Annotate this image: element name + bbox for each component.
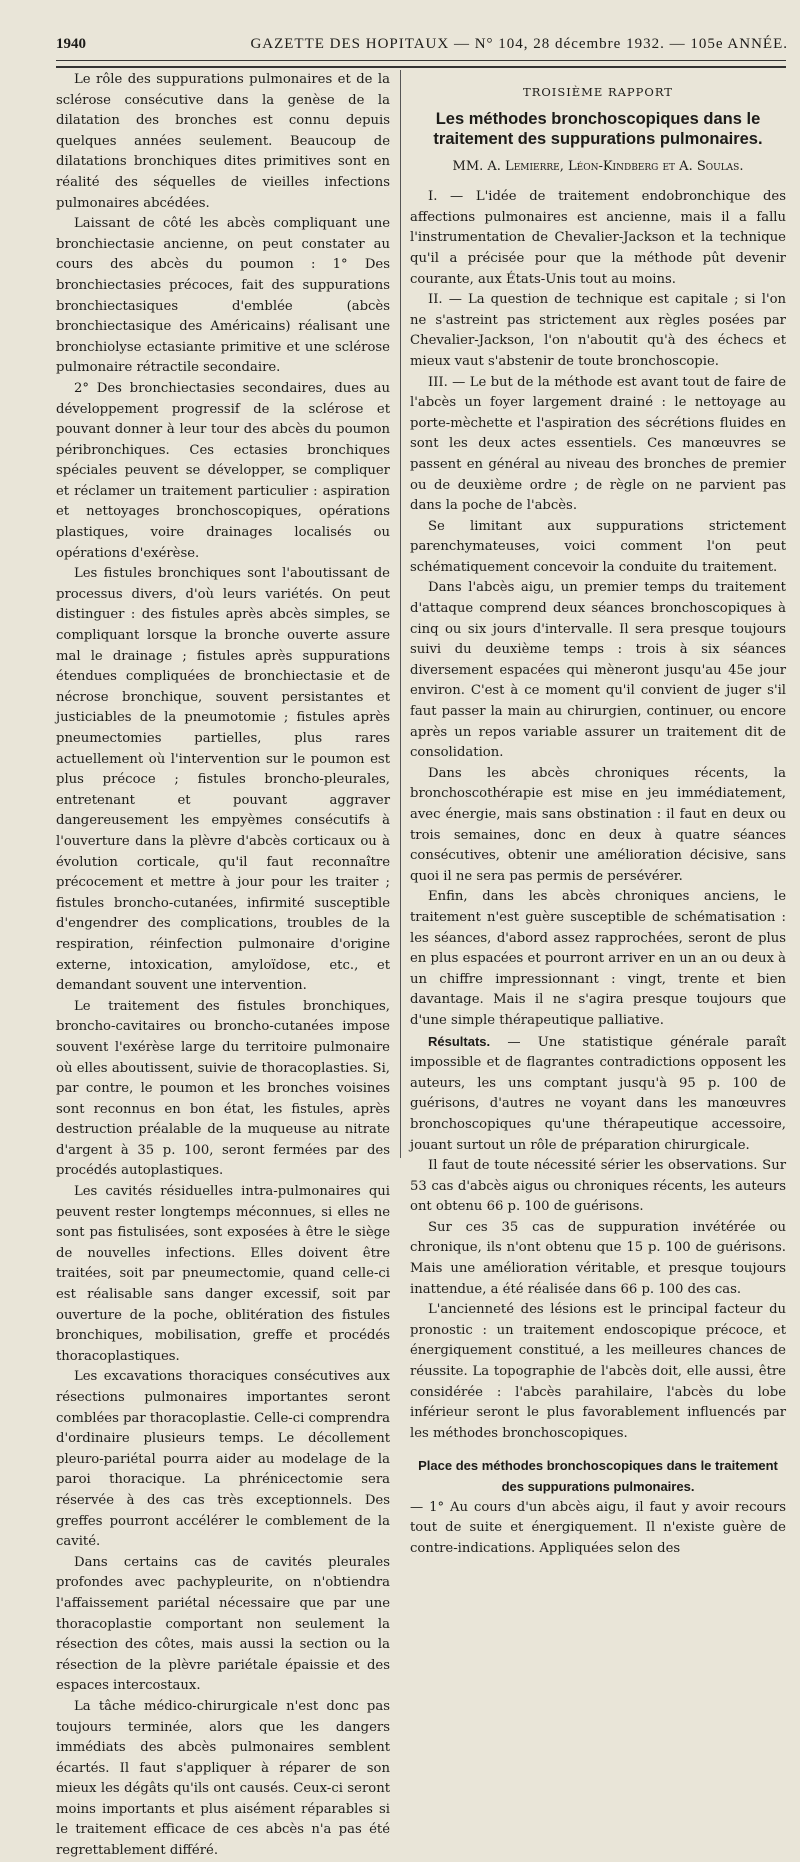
section-label: TROISIÈME RAPPORT <box>523 85 673 99</box>
paragraph: Le traitement des fistules bronchiques, broncho-cavitaires ou broncho-cutanées impose souvent l'exérèse large du territoire pulmonaire où elles aboutissent, suivie de thoracoplasties. Si, par contre, le poumon et les bronches voisines sont reconnus en bon état, les fistules, après destruction préalable de la muqueuse au nitrate d'argent à 35 p. 100, seront fermées par des procédés autoplastiques. <box>56 998 390 1179</box>
results-paragraph <box>410 1032 786 1157</box>
page-header <box>56 36 788 62</box>
results-heading: Résultats. <box>428 1033 491 1049</box>
header-rule <box>56 60 786 61</box>
paragraph: Enfin, dans les abcès chroniques anciens, le traitement n'est guère susceptible de schématisation : les séances, d'abord assez rapprochées, seront de plus en plus espacées et pourront arriver en un an ou deux à un chiffre impressionnant : vingt, trente et bien davantage. Mais il ne s'agira presque toujours que d'une simple thérapeutique palliative. <box>410 889 786 1028</box>
paragraph: Il faut de toute nécessité sérier les observations. Sur 53 cas d'abcès aigus ou chroniques récents, les auteurs ont obtenu 66 p. 100 de guérisons. <box>410 1158 786 1215</box>
paragraph: Dans l'abcès aigu, un premier temps du traitement d'attaque comprend deux séances bronchoscopiques à cinq ou six jours d'intervalle. Il sera presque toujours suivi du deuxième temps : trois à six séances diversement espacées qui mèneront jusqu'au 45e jour environ. C'est à ce moment qu'il convient de juger s'il faut passer la main au chirurgien, continuer, ou encore après un repos variable assurer un traitement dit de consolidation. <box>410 580 786 761</box>
paragraph: Les excavations thoraciques consécutives aux résections pulmonaires importantes seront comblées par thoracoplastie. Celle-ci comprendra d'ordinaire plusieurs temps. Le décollement pleuro-pariétal pourra aider au modelage de la paroi thoracique. La phrénicectomie sera réservée à des cas très exceptionnels. Des greffes pourront accélérer le comblement de la cavité. <box>56 1369 390 1550</box>
paragraph: Sur ces 35 cas de suppuration invétérée ou chronique, ils n'ont obtenu que 15 p. 100 de guérisons. Mais une amélioration véritable, et presque toujours inattendue, a été réalisée dans 66 p. 100 des cas. <box>410 1219 786 1297</box>
paragraph: Dans les abcès chroniques récents, la bronchoscothérapie est mise en jeu immédiatement, avec énergie, mais sans obstination : il faut en deux ou trois semaines, donc en deux à quatre séances consécutives, obtenir une amélioration décisive, sans quoi il ne sera pas permis de persévérer. <box>410 765 786 884</box>
header-rule-thick <box>56 66 786 68</box>
paragraph: I. — L'idée de traitement endobronchique des affections pulmonaires est ancienne, mais il a fallu l'instrumentation de Chevalier-Jackson et la technique qu'il a précisée pour que la méthode pût devenir courante, aux États-Unis tout au moins. <box>410 189 786 287</box>
paragraph: 2° Des bronchiectasies secondaires, dues au développement progressif de la sclérose et pouvant donner à leur tour des abcès du poumon péribronchiques. Ces ectasies bronchiques spéciales peuvent se développer, se compliquer et réclamer un traitement particulier : aspiration et nettoyages bronchoscopiques, opérations plastiques, voire drainages localisés ou opérations d'exérèse. <box>56 380 390 561</box>
paragraph: Laissant de côté les abcès compliquant une bronchiectasie ancienne, on peut constater au cours des abcès du poumon : 1° Des bronchiectasies précoces, fait des suppurations bronchiectasiques d'emblée (abcès bronchiectasique des Américains) réalisant une bronchiolyse ectasiante primitive et une sclérose pulmonaire rétractile secondaire. <box>56 216 390 376</box>
paragraph: — 1° Au cours d'un abcès aigu, il faut y avoir recours tout de suite et énergiquement. Il n'existe guère de contre-indications. Appliquées selon des <box>410 1499 786 1556</box>
paragraph: L'ancienneté des lésions est le principal facteur du pronostic : un traitement endoscopique précoce, et énergiquement constitué, a les meilleures chances de réussite. La topographie de l'abcès doit, elle aussi, être considérée : l'abcès parahilaire, l'abcès du lobe inférieur seront le plus favorablement influencés par les méthodes bronchoscopiques. <box>410 1302 786 1441</box>
right-column <box>410 70 786 1556</box>
left-column <box>56 70 390 1859</box>
paragraph: III. — Le but de la méthode est avant tout de faire de l'abcès un foyer largement drainé : le nettoyage au porte-mèchette et l'aspiration des sécrétions fluides en sont les deux actes essentiels. Ces manœuvres se passent en général au niveau des bronches de premier ou de deuxième ordre ; de règle on ne parvient pas dans la poche de l'abcès. <box>410 374 786 514</box>
column-divider <box>400 70 401 1158</box>
results-text: — Une statistique générale paraît impossible et de flagrantes contradictions opposent les auteurs, les uns comptant jusqu'à 95 p. 100 de guérisons, d'autres ne voyant dans les manœuvres bronchoscopiques qu'une thérapeutique accessoire, jouant surtout un rôle de préparation chirurgicale. <box>410 1034 786 1153</box>
page-number: 1940 <box>56 36 86 52</box>
paragraph: Dans certains cas de cavités pleurales profondes avec pachypleurite, on n'obtiendra l'affaissement pariétal nécessaire que par une thoracoplastie comportant non seulement la résection des côtes, mais aussi la section ou la résection de la plèvre pariétale épaissie et des espaces intercostaux. <box>56 1554 390 1694</box>
place-heading: Place des méthodes bronchoscopiques dans le traitement des suppurations pulmonaires. <box>418 1458 778 1494</box>
paragraph: Les cavités résiduelles intra-pulmonaires qui peuvent rester longtemps méconnues, si elles ne sont pas fistulisées, sont exposées à être le siège de nouvelles infections. Elles doivent être traitées, soit par pneumectomie, quand celle-ci est réalisable sans danger excessif, soit par ouverture de la poche, oblitération des fistules bronchiques, mobilisation, greffe et procédés thoracoplastiques. <box>56 1184 390 1364</box>
article-title: Les méthodes bronchoscopiques dans le traitement des suppurations pulmonaires. <box>433 109 763 148</box>
paragraph: Le rôle des suppurations pulmonaires et de la sclérose consécutive dans la genèse de la dilatation des bronches est connu depuis quelques années seulement. Beaucoup de dilatations bronchiques dites primitives sont en réalité des séquelles de vieilles infections pulmonaires abcédées. <box>56 72 390 211</box>
paragraph: II. — La question de technique est capitale ; si l'on ne s'astreint pas strictement aux règles posées par Chevalier-Jackson, l'on n'aboutit qu'à des échecs et mieux vaut s'abstenir de toute bronchoscopie. <box>410 292 786 369</box>
paragraph: La tâche médico-chirurgicale n'est donc pas toujours terminée, alors que les dangers immédiats des abcès pulmonaires semblent écartés. Il faut s'appliquer à réparer de son mieux les dégâts qu'ils ont causés. Ceux-ci seront moins importants et plus aisément réparables si le traitement efficace de ces abcès n'a pas été regrettablement différé. <box>56 1698 390 1859</box>
paragraph: Les fistules bronchiques sont l'aboutissant de processus divers, d'où leurs variétés. On peut distinguer : des fistules après abcès simples, se compliquant lorsque la bronche ouverte assure mal le drainage ; fistules après suppurations étendues compliquées de bronchiectasie et de nécrose bronchique, souvent persistantes et justiciables de la pneumotomie ; fistules après pneumectomies partielles, plus rares actuellement où l'intervention sur le poumon est plus précoce ; fistules broncho-pleurales, entretenant et pouvant aggraver dangereusement les empyèmes consécutifs à l'ouverture dans la plèvre d'abcès corticaux ou à évolution corticale, qu'il faut reconnaître précocement et mettre à jour pour les traiter ; fistules broncho-cutanées, infirmité susceptible d'engendrer des complications, troubles de la respiration, réinfection pulmonaire d'origine externe, intoxication, amyloïdose, etc., et demandant souvent une intervention. <box>56 566 390 994</box>
journal-line: GAZETTE DES HOPITAUX — N° 104, 28 décembre 1932. — 105e ANNÉE. <box>250 36 788 52</box>
article-authors: MM. A. Lemierre, Léon-Kindberg et A. Soulas. <box>452 158 744 174</box>
paragraph: Se limitant aux suppurations strictement parenchymateuses, voici comment l'on peut schématiquement concevoir la conduite du traitement. <box>410 518 786 575</box>
